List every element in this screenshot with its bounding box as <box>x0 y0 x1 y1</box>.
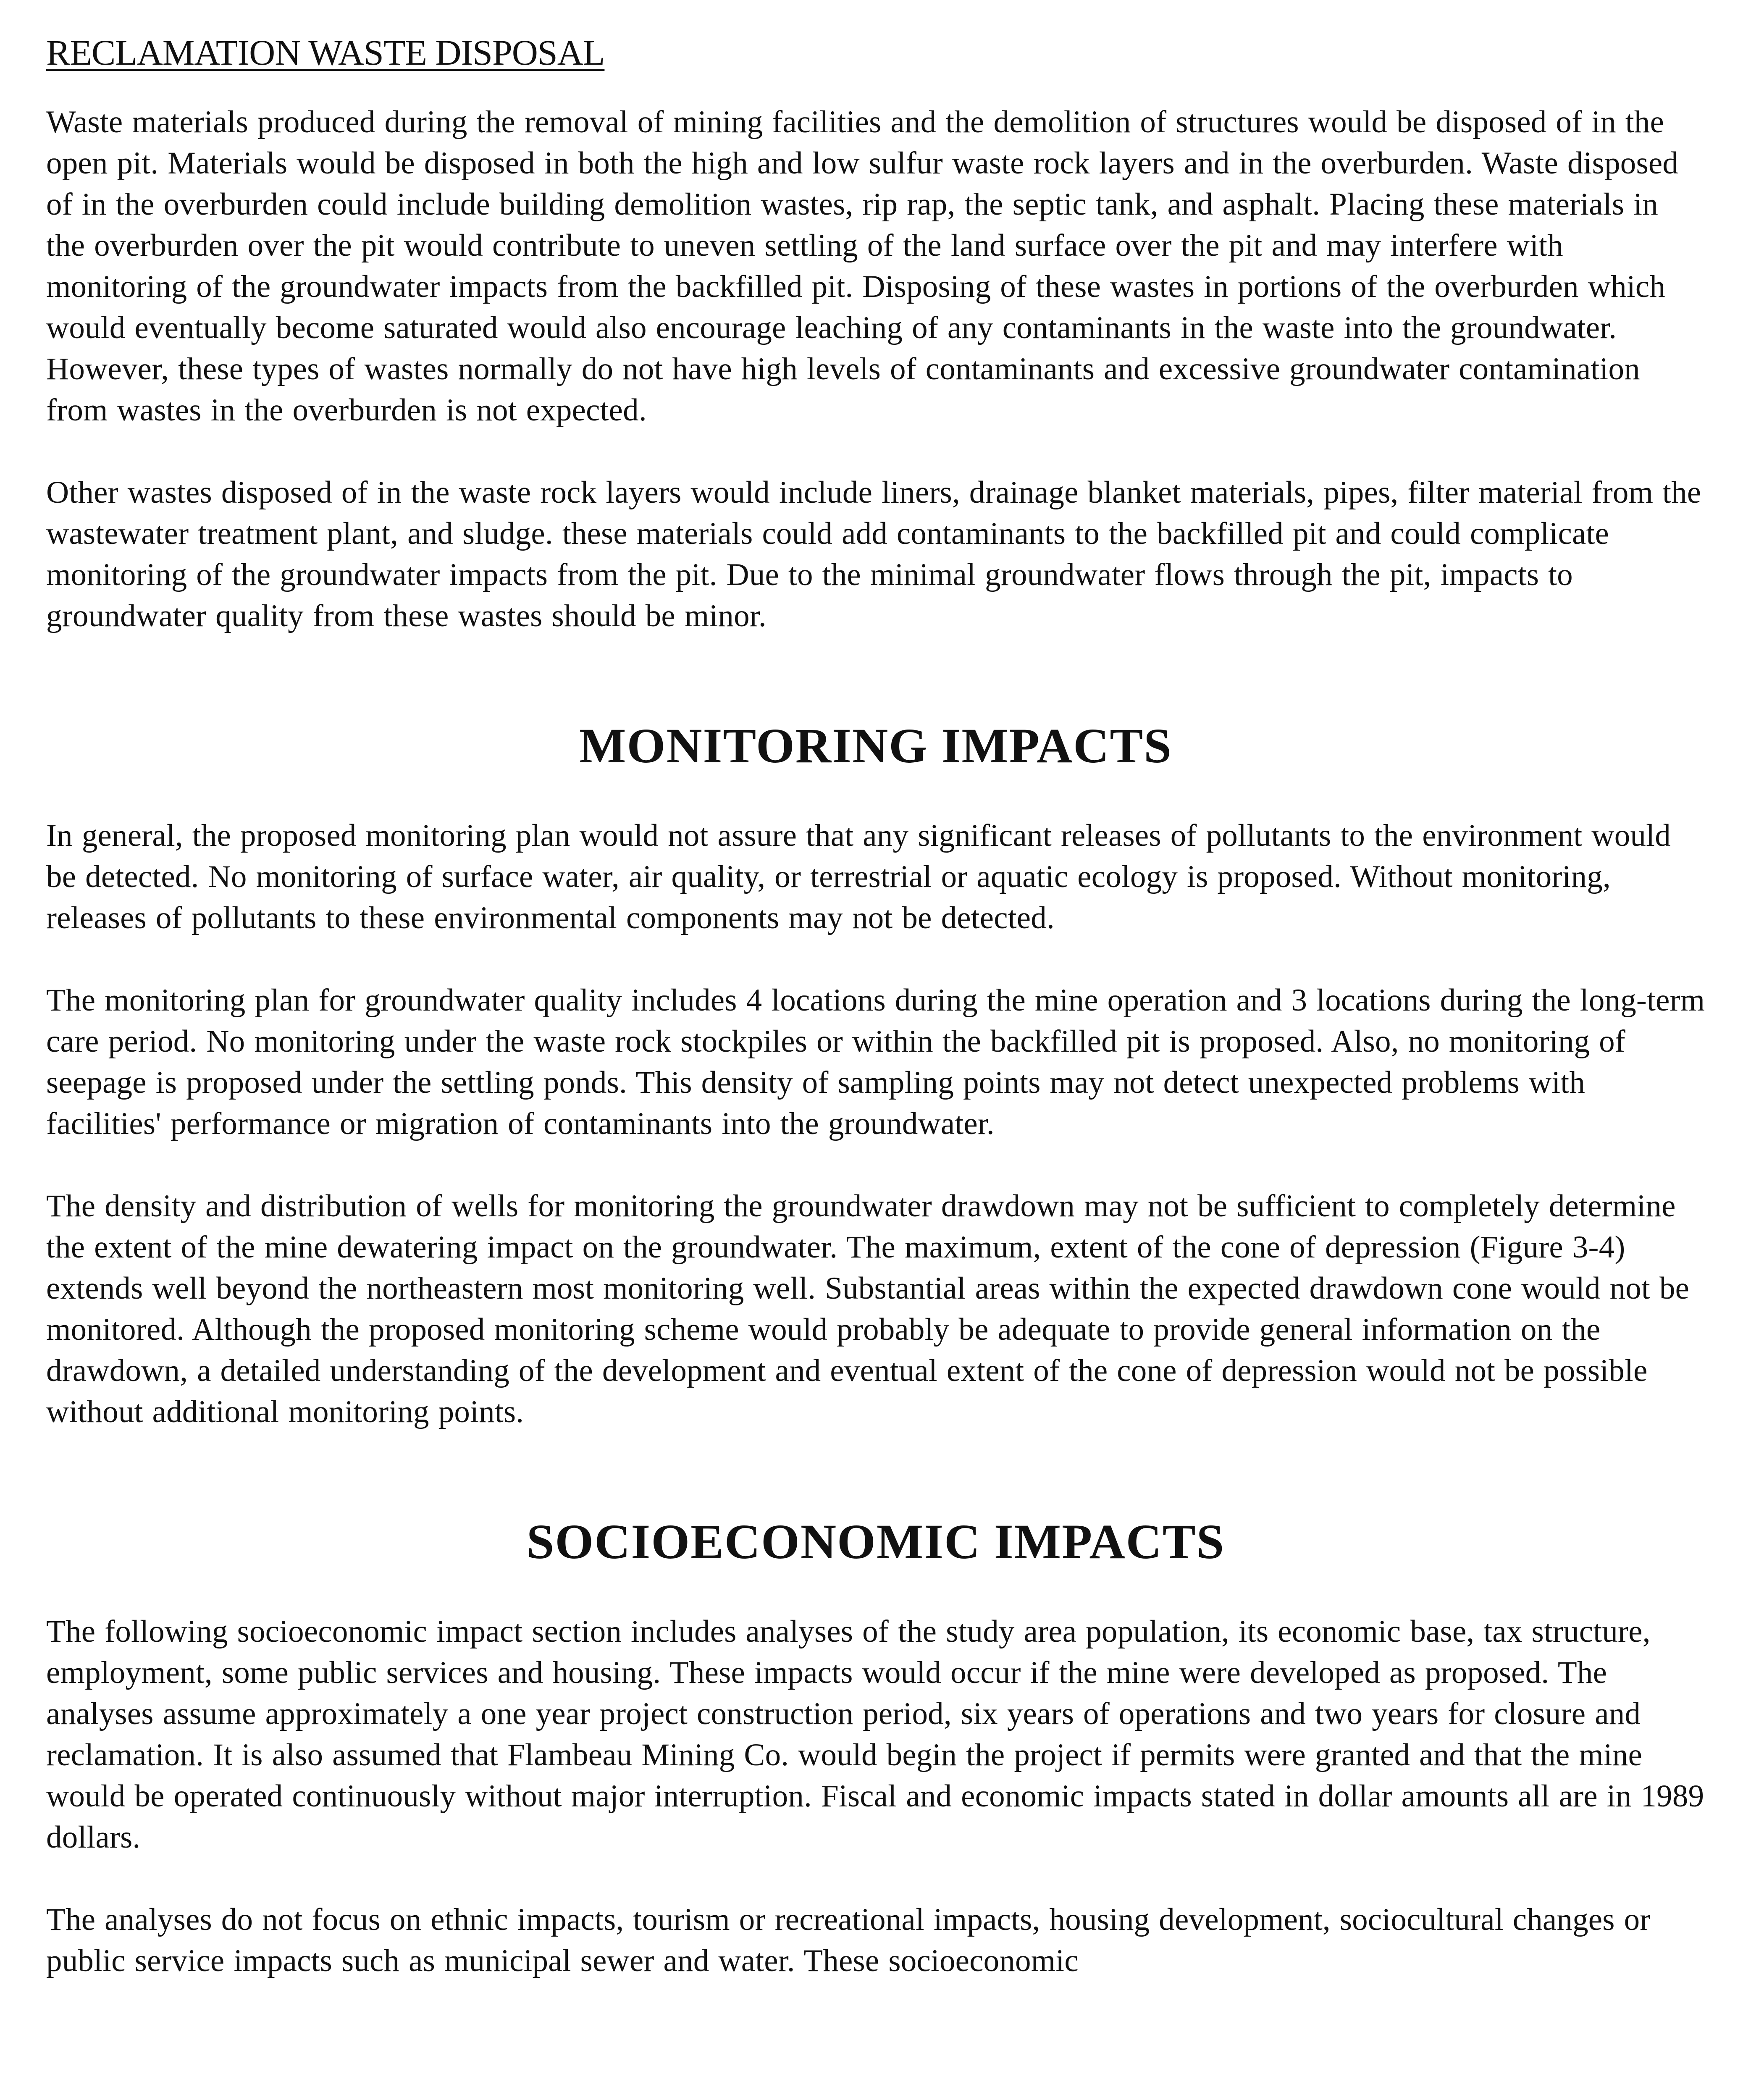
paragraph-spacer <box>46 939 1705 980</box>
paragraph-spacer <box>46 1144 1705 1186</box>
page-content <box>46 29 1705 1982</box>
paragraph-spacer <box>46 1858 1705 1899</box>
section-spacer <box>46 1433 1705 1512</box>
socioeconomic-paragraph-1: The following socioeconomic impact section includes analyses of the study area population, its economic base, tax structure, employment, some public services and housing. These impacts would occur if the mine were developed as proposed. The analyses assume approximately a one year project construction period, six years of operations and two years for closure and reclamation. It is also assumed that Flambeau Mining Co. would begin the project if permits were granted and that the mine would be operated continuously without major interruption. Fiscal and economic impacts stated in dollar amounts all are in 1989 dollars. <box>46 1614 1704 1855</box>
reclamation-paragraph-2: Other wastes disposed of in the waste rock layers would include liners, drainage blanket materials, pipes, filter material from the wastewater treatment plant, and sludge. these materials could add contaminants to the backfilled pit and could complicate monitoring of the groundwater impacts from the pit. Due to the minimal groundwater flows through the pit, impacts to groundwater quality from these wastes should be minor. <box>46 475 1701 633</box>
monitoring-paragraph-3: The density and distribution of wells for monitoring the groundwater drawdown may not be sufficient to completely determine the extent of the mine dewatering impact on the groundwater. The maximum, extent of the cone of depression (Figure 3-4) extends well beyond the northeastern most monitoring well. Substantial areas within the expected drawdown cone would not be monitored. Although the proposed monitoring scheme would probably be adequate to provide general information on the drawdown, a detailed understanding of the development and eventual extent of the cone of depression would not be possible without additional monitoring points. <box>46 1189 1690 1429</box>
reclamation-paragraph-1: Waste materials produced during the removal of mining facilities and the demolition of structures would be disposed of in the open pit. Materials would be disposed in both the high and low sulfur waste rock layers and in the overburden. Waste disposed of in the overburden could include building demolition wastes, rip rap, the septic tank, and asphalt. Placing these materials in the overburden over the pit would contribute to uneven settling of the land surface over the pit and may interfere with monitoring of the groundwater impacts from the backfilled pit. Disposing of these wastes in portions of the overburden which would eventually become saturated would also encourage leaching of any contaminants in the waste into the groundwater. However, these types of wastes normally do not have high levels of contaminants and excessive groundwater contamination from wastes in the overburden is not expected. <box>46 105 1679 428</box>
section-spacer <box>46 637 1705 717</box>
monitoring-impacts-heading: MONITORING IMPACTS <box>579 718 1172 773</box>
socioeconomic-impacts-heading: SOCIOECONOMIC IMPACTS <box>526 1514 1225 1569</box>
paragraph-spacer <box>46 431 1705 472</box>
monitoring-paragraph-1: In general, the proposed monitoring plan would not assure that any significant releases of pollutants to the environment would be detected. No monitoring of surface water, air quality, or terrestrial or aquatic ecology is proposed. Without monitoring, releases of pollutants to these environmental components may not be detected. <box>46 818 1671 935</box>
monitoring-paragraph-2: The monitoring plan for groundwater quality includes 4 locations during the mine operation and 3 locations during the long-term care period. No monitoring under the waste rock stockpiles or within the backfilled pit is proposed. Also, no monitoring of seepage is proposed under the settling ponds. This density of sampling points may not detect unexpected problems with facilities' performance or migration of contaminants into the groundwater. <box>46 983 1705 1141</box>
reclamation-waste-disposal-heading: RECLAMATION WASTE DISPOSAL <box>46 32 605 73</box>
heading-spacer <box>46 775 1705 815</box>
socioeconomic-paragraph-2: The analyses do not focus on ethnic impacts, tourism or recreational impacts, housing development, sociocultural changes or public service impacts such as municipal sewer and water. These socioeconomic <box>46 1902 1651 1978</box>
heading-spacer <box>46 1571 1705 1611</box>
